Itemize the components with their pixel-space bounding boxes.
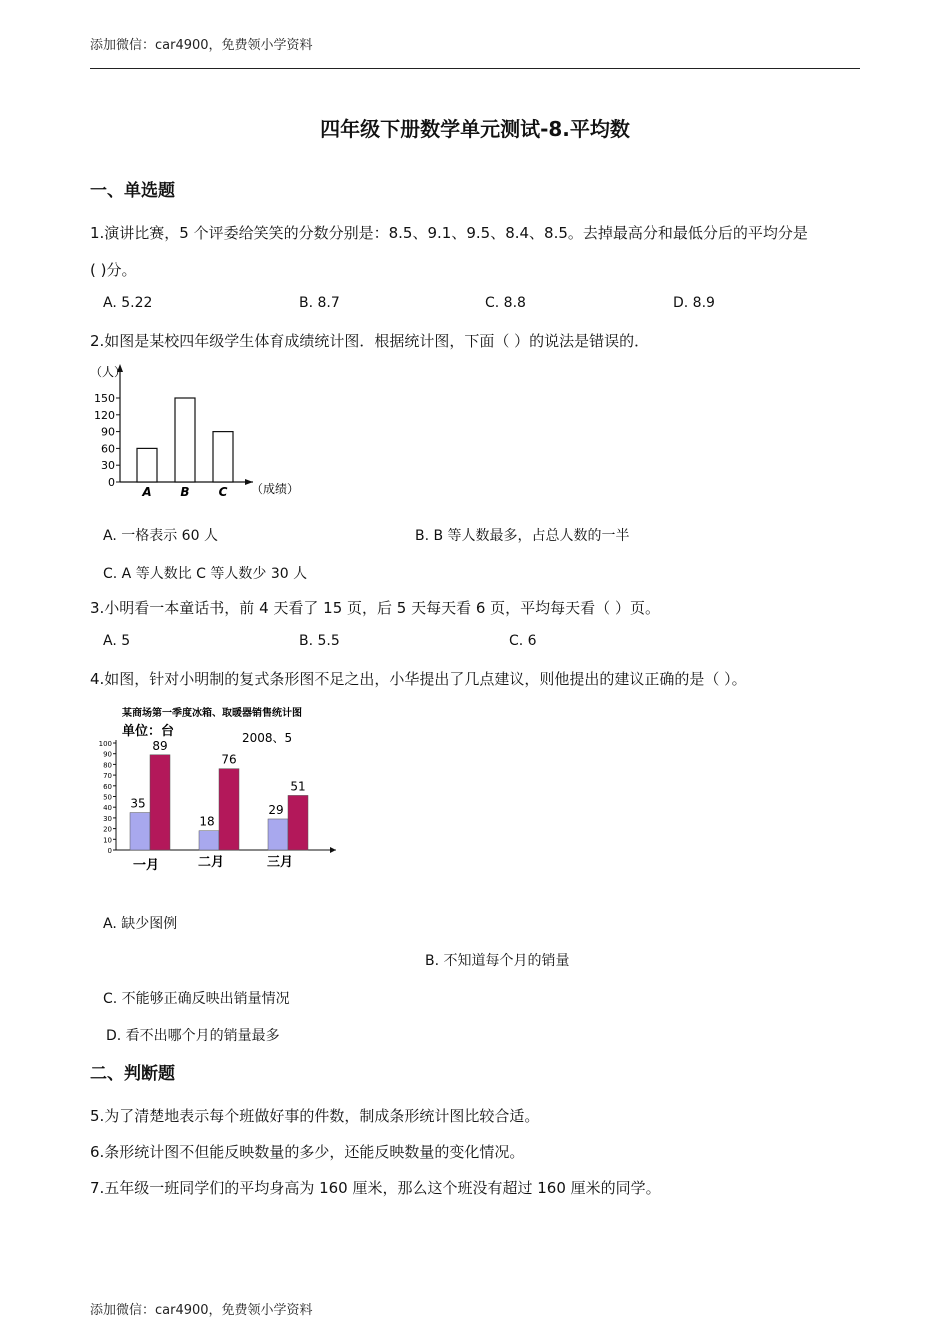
- chart2-y-tick-label: 70: [103, 772, 112, 781]
- q3-option-b: B. 5.5: [299, 633, 340, 649]
- chart2-data-label: 35: [130, 796, 146, 811]
- chart2-y-tick-label: 20: [103, 825, 112, 834]
- header-rule: [90, 68, 860, 69]
- chart2-data-label: 29: [268, 802, 284, 817]
- question-5-text: 5.为了清楚地表示每个班做好事的件数，制成条形统计图比较合适。: [90, 1107, 540, 1125]
- question-3-text: 3.小明看一本童话书，前 4 天看了 15 页，后 5 天每天看 6 页，平均每天看（ ）页。: [90, 599, 660, 617]
- page-footer: 添加微信：car4900，免费领小学资料: [90, 1303, 313, 1318]
- q1-option-a: A. 5.22: [103, 295, 153, 311]
- q1-option-c: C. 8.8: [485, 295, 526, 311]
- chart2-y-tick-label: 40: [103, 804, 112, 813]
- section-heading-single-choice: 一、单选题: [90, 181, 175, 201]
- chart2-date: 2008、5: [242, 731, 293, 745]
- chart1-x-label: （成绩）: [251, 482, 300, 496]
- q4-option-d: D. 看不出哪个月的销量最多: [106, 1028, 280, 1044]
- question-1-line-1: 1.演讲比赛，5 个评委给笑笑的分数分别是：8.5、9.1、9.5、8.4、8.5。去掉最高分和最低分后的平均分是: [90, 224, 808, 242]
- q2-option-c: C. A 等人数比 C 等人数少 30 人: [103, 566, 308, 582]
- question-6-text: 6.条形统计图不但能反映数量的多少，还能反映数量的变化情况。: [90, 1143, 525, 1161]
- q4-option-a: A. 缺少图例: [103, 916, 178, 932]
- chart1-x-tick-label: A: [142, 485, 152, 499]
- chart2-bar-三月-s1: [268, 819, 288, 850]
- chart1-bar-A: [137, 448, 157, 482]
- chart2-data-label: 76: [221, 752, 237, 767]
- chart2-y-tick-label: 0: [107, 847, 112, 855]
- chart2-data-label: 89: [152, 738, 168, 753]
- chart1-y-label: （人）: [90, 365, 127, 379]
- page-title: 四年级下册数学单元测试-8.平均数: [320, 117, 630, 141]
- question-4-text: 4.如图，针对小明制的复式条形图不足之出，小华提出了几点建议，则他提出的建议正确的是（ ）。: [90, 670, 747, 688]
- chart2-title: 某商场第一季度冰箱、取暖器销售统计图: [122, 708, 302, 719]
- chart2-bar-一月-s1: [130, 813, 150, 850]
- chart1-y-tick-label: 120: [94, 408, 115, 422]
- chart2-y-tick-label: 80: [103, 761, 112, 770]
- q4-option-b: B. 不知道每个月的销量: [425, 953, 570, 969]
- chart1-y-tick-label: 60: [101, 442, 115, 456]
- chart2-y-tick-label: 50: [103, 793, 112, 802]
- chart2-y-tick-label: 30: [103, 814, 112, 823]
- q1-option-d: D. 8.9: [673, 295, 715, 311]
- chart1-y-tick-label: 0: [108, 476, 115, 489]
- q2-bar-chart: [88, 360, 318, 505]
- chart2-x-tick-label: 三月: [266, 855, 294, 870]
- chart1-x-tick-label: C: [218, 485, 228, 499]
- question-1-line-2: ( )分。: [90, 261, 137, 279]
- chart1-x-tick-label: B: [180, 485, 190, 499]
- chart2-bar-一月-s2: [150, 755, 170, 850]
- q3-option-a: A. 5: [103, 633, 131, 649]
- q2-option-a: A. 一格表示 60 人: [103, 528, 218, 544]
- q4-double-bar-chart: [90, 700, 350, 880]
- chart2-x-tick-label: 二月: [197, 855, 225, 870]
- question-7-text: 7.五年级一班同学们的平均身高为 160 厘米，那么这个班没有超过 160 厘米的同学。: [90, 1179, 661, 1197]
- chart2-y-tick-label: 10: [103, 836, 112, 845]
- chart2-bar-二月-s2: [219, 769, 239, 850]
- chart2-unit: 单位：台: [122, 724, 175, 739]
- chart1-bar-C: [213, 432, 233, 482]
- chart2-y-tick-label: 100: [98, 740, 112, 748]
- chart2-bar-二月-s1: [199, 831, 219, 850]
- chart2-bar-三月-s2: [288, 795, 308, 850]
- chart2-data-label: 18: [199, 814, 215, 829]
- q2-option-b: B. B 等人数最多，占总人数的一半: [415, 528, 630, 544]
- chart2-y-tick-label: 60: [103, 782, 112, 791]
- q3-option-c: C. 6: [509, 633, 537, 649]
- q1-option-b: B. 8.7: [299, 295, 340, 311]
- q4-option-c: C. 不能够正确反映出销量情况: [103, 991, 290, 1007]
- chart1-y-tick-label: 150: [94, 392, 115, 405]
- chart2-x-arrow: [330, 847, 336, 853]
- question-2-text: 2.如图是某校四年级学生体育成绩统计图．根据统计图，下面（ ）的说法是错误的．: [90, 332, 650, 350]
- page-header: 添加微信：car4900，免费领小学资料: [90, 38, 313, 53]
- chart1-y-tick-label: 30: [101, 459, 115, 473]
- chart2-x-tick-label: 一月: [132, 858, 160, 873]
- section-heading-true-false: 二、判断题: [90, 1064, 175, 1084]
- chart1-bar-B: [175, 398, 195, 482]
- chart1-y-tick-label: 90: [101, 425, 115, 439]
- chart2-y-tick-label: 90: [103, 750, 112, 759]
- chart2-data-label: 51: [290, 779, 306, 794]
